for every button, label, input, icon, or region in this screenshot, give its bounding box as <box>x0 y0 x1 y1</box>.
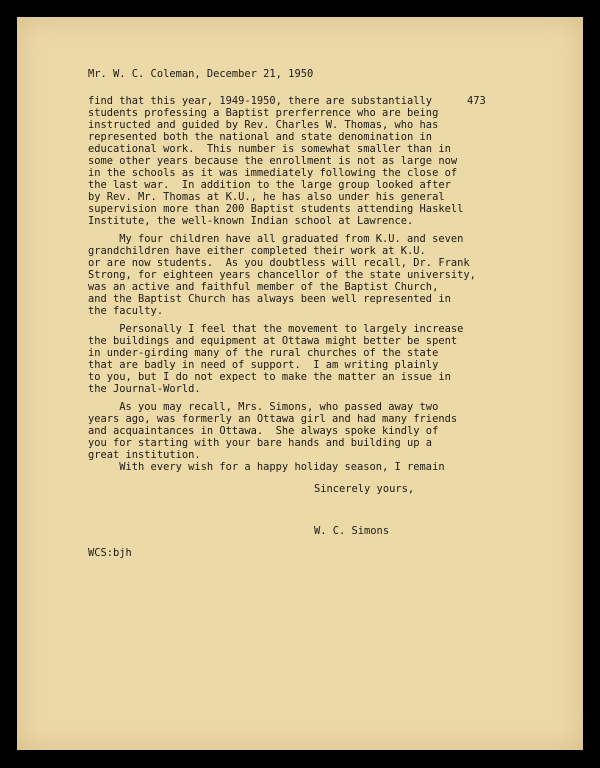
signature-name: W. C. Simons <box>314 525 390 537</box>
text-line: and the Baptist Church has always been well represented in <box>88 293 451 305</box>
text-line: My four children have all graduated from K.U. and seven <box>88 233 464 245</box>
text-line: grandchildren have either completed their work at K.U. <box>88 245 426 257</box>
text-line: years ago, was formerly an Ottawa girl and had many friends <box>88 413 458 425</box>
text-line: by Rev. Mr. Thomas at K.U., he has also under his general <box>88 191 445 203</box>
text-line: or are now students. As you doubtless will recall, Dr. Frank <box>88 257 470 269</box>
margin-note: 473 <box>467 95 486 107</box>
text-line: With every wish for a happy holiday season, I remain <box>88 461 445 473</box>
closing: Sincerely yours, <box>314 483 415 495</box>
text-line: find that this year, 1949-1950, there are substantially <box>88 95 433 107</box>
text-line: to you, but I do not expect to make the matter an issue in <box>88 371 451 383</box>
text-line: As you may recall, Mrs. Simons, who passed away two <box>88 401 439 413</box>
text-line: instructed and guided by Rev. Charles W. Thomas, who has <box>88 119 439 131</box>
text-line: the buildings and equipment at Ottawa might better be spent <box>88 335 458 347</box>
text-line: educational work. This number is somewhat smaller than in <box>88 143 451 155</box>
letter-header: Mr. W. C. Coleman, December 21, 1950 <box>88 68 314 80</box>
text-line: you for starting with your bare hands and building up a <box>88 437 433 449</box>
text-line: in the schools as it was immediately following the close of <box>88 167 458 179</box>
text-line: the last war. In addition to the large group looked after <box>88 179 451 191</box>
text-line: was an active and faithful member of the Baptist Church, <box>88 281 439 293</box>
text-line: the Journal-World. <box>88 383 201 395</box>
text-line: represented both the national and state denomination in <box>88 131 433 143</box>
text-line: students professing a Baptist prerferrence who are being <box>88 107 439 119</box>
text-line: the faculty. <box>88 305 164 317</box>
text-line: supervision more than 200 Baptist students attending Haskell <box>88 203 464 215</box>
text-line: Strong, for eighteen years chancellor of the state university, <box>88 269 476 281</box>
text-line: that are badly in need of support. I am writing plainly <box>88 359 439 371</box>
text-line: and acquaintances in Ottawa. She always spoke kindly of <box>88 425 439 437</box>
text-line: in under-girding many of the rural churches of the state <box>88 347 439 359</box>
typist-initials: WCS:bjh <box>88 547 132 559</box>
text-line: Institute, the well-known Indian school at Lawrence. <box>88 215 414 227</box>
text-line: great institution. <box>88 449 201 461</box>
text-line: some other years because the enrollment is not as large now <box>88 155 458 167</box>
text-line: Personally I feel that the movement to largely increase <box>88 323 464 335</box>
